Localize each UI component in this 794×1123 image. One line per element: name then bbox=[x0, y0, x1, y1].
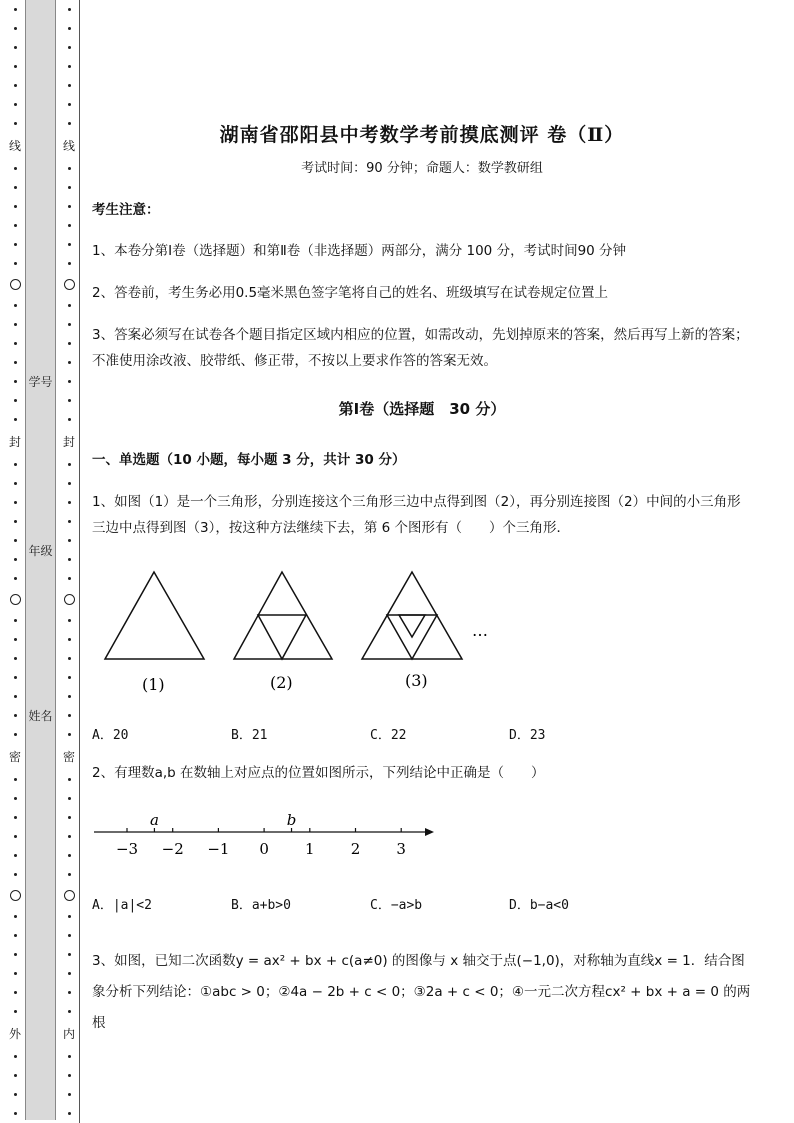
dot bbox=[68, 224, 71, 227]
margin-mark: 内 bbox=[62, 1027, 75, 1041]
dot bbox=[14, 399, 17, 402]
dot bbox=[68, 418, 71, 421]
notice-item: 3、答案必须写在试卷各个题目指定区域内相应的位置，如需改动，先划掉原来的答案，然后再写上新的答案；不准使用涂改液、胶带纸、修正带，不按以上要求作答的答案无效。 bbox=[92, 327, 749, 369]
dot bbox=[14, 243, 17, 246]
point-label: a bbox=[149, 811, 159, 829]
circle-icon bbox=[10, 594, 21, 605]
dot bbox=[68, 103, 71, 106]
dot bbox=[14, 65, 17, 68]
axis-tick-label: 3 bbox=[396, 840, 406, 858]
dot bbox=[68, 27, 71, 30]
circle-icon bbox=[64, 890, 75, 901]
dot bbox=[14, 657, 17, 660]
dot bbox=[14, 1093, 17, 1096]
dot bbox=[68, 733, 71, 736]
option-b[interactable]: B．21 bbox=[231, 728, 268, 743]
dot bbox=[14, 953, 17, 956]
circle-icon bbox=[10, 279, 21, 290]
dot bbox=[14, 991, 17, 994]
dot bbox=[68, 84, 71, 87]
dot bbox=[68, 539, 71, 542]
binding-strip bbox=[25, 0, 56, 1120]
binding-line bbox=[79, 0, 80, 1123]
dot bbox=[68, 243, 71, 246]
exam-title: 湖南省邵阳县中考数学考前摸底测评 卷（Ⅱ） bbox=[219, 124, 625, 146]
dot bbox=[14, 915, 17, 918]
dot bbox=[14, 361, 17, 364]
name-label: 姓名 bbox=[28, 709, 53, 723]
dot bbox=[68, 1074, 71, 1077]
dot bbox=[68, 638, 71, 641]
dot bbox=[68, 778, 71, 781]
triangle-figure-3 bbox=[362, 572, 462, 659]
dot bbox=[14, 380, 17, 383]
dot bbox=[68, 915, 71, 918]
dot bbox=[14, 676, 17, 679]
dot bbox=[14, 224, 17, 227]
dot bbox=[14, 27, 17, 30]
dot bbox=[68, 816, 71, 819]
dot bbox=[68, 972, 71, 975]
dot bbox=[68, 577, 71, 580]
dot bbox=[68, 65, 71, 68]
ellipsis: … bbox=[472, 621, 488, 640]
dot bbox=[68, 934, 71, 937]
option-d[interactable]: D．b−a<0 bbox=[509, 898, 569, 913]
notice-item: 2、答卷前，考生务必用0.5毫米黑色签字笔将自己的姓名、班级填写在试卷规定位置上 bbox=[92, 285, 609, 301]
dot bbox=[68, 380, 71, 383]
number-line bbox=[92, 808, 442, 858]
dot bbox=[68, 714, 71, 717]
option-c[interactable]: C．−a>b bbox=[370, 898, 423, 913]
dot bbox=[14, 695, 17, 698]
dot bbox=[68, 619, 71, 622]
dot bbox=[68, 991, 71, 994]
dot bbox=[14, 167, 17, 170]
dot bbox=[68, 520, 71, 523]
dot bbox=[14, 304, 17, 307]
dot bbox=[14, 797, 17, 800]
exam-subtitle: 考试时间：90 分钟；命题人：数学教研组 bbox=[301, 161, 543, 176]
dot bbox=[68, 1055, 71, 1058]
margin-mark: 封 bbox=[62, 435, 75, 449]
dot bbox=[68, 558, 71, 561]
dot bbox=[14, 8, 17, 11]
circle-icon bbox=[10, 890, 21, 901]
dot bbox=[68, 167, 71, 170]
option-d[interactable]: D．23 bbox=[509, 728, 546, 743]
part-heading: 一、单选题（10 小题，每小题 3 分，共计 30 分） bbox=[92, 452, 406, 468]
circle-icon bbox=[64, 594, 75, 605]
figure-label: (3) bbox=[405, 671, 428, 690]
option-a[interactable]: A．20 bbox=[92, 728, 129, 743]
axis-tick-label: 0 bbox=[259, 840, 269, 858]
dot bbox=[68, 399, 71, 402]
dot bbox=[14, 854, 17, 857]
axis-tick-label: −2 bbox=[161, 840, 184, 858]
figure-label: (1) bbox=[142, 675, 165, 694]
dot bbox=[14, 262, 17, 265]
dot bbox=[14, 84, 17, 87]
dot bbox=[68, 797, 71, 800]
dot bbox=[68, 205, 71, 208]
dot bbox=[14, 539, 17, 542]
dot bbox=[14, 1112, 17, 1115]
dot bbox=[14, 1074, 17, 1077]
figure-label: (2) bbox=[270, 673, 293, 692]
dot bbox=[68, 1093, 71, 1096]
dot bbox=[68, 501, 71, 504]
dot bbox=[68, 8, 71, 11]
dot bbox=[14, 873, 17, 876]
dot bbox=[14, 934, 17, 937]
binding-margin-right bbox=[62, 0, 76, 1123]
student-id-label: 学号 bbox=[28, 375, 53, 389]
question-2-text: 2、有理数a,b 在数轴上对应点的位置如图所示，下列结论中正确是（ ） bbox=[92, 765, 545, 781]
dot bbox=[68, 854, 71, 857]
dot bbox=[68, 342, 71, 345]
notice-item: 1、本卷分第Ⅰ卷（选择题）和第Ⅱ卷（非选择题）两部分，满分 100 分，考试时间90 分钟 bbox=[92, 243, 627, 259]
dot bbox=[14, 46, 17, 49]
dot bbox=[14, 638, 17, 641]
circle-icon bbox=[64, 279, 75, 290]
dot bbox=[68, 304, 71, 307]
margin-mark: 外 bbox=[8, 1027, 21, 1041]
dot bbox=[68, 186, 71, 189]
dot bbox=[68, 953, 71, 956]
dot bbox=[68, 873, 71, 876]
margin-mark: 封 bbox=[8, 435, 21, 449]
binding-margin-left bbox=[8, 0, 22, 1123]
dot bbox=[14, 558, 17, 561]
grade-label: 年级 bbox=[28, 544, 53, 558]
section-title: 第Ⅰ卷（选择题 30 分） bbox=[338, 400, 506, 418]
dot bbox=[68, 1112, 71, 1115]
dot bbox=[68, 676, 71, 679]
dot bbox=[14, 1010, 17, 1013]
option-a[interactable]: A．|a|<2 bbox=[92, 898, 152, 913]
dot bbox=[14, 482, 17, 485]
margin-mark: 密 bbox=[8, 750, 21, 764]
dot bbox=[14, 205, 17, 208]
dot bbox=[68, 657, 71, 660]
dot bbox=[14, 463, 17, 466]
dot bbox=[14, 778, 17, 781]
option-c[interactable]: C．22 bbox=[370, 728, 407, 743]
dot bbox=[14, 418, 17, 421]
dot bbox=[14, 323, 17, 326]
margin-mark: 线 bbox=[62, 139, 75, 153]
dot bbox=[68, 695, 71, 698]
dot bbox=[14, 501, 17, 504]
option-b[interactable]: B．a+b>0 bbox=[231, 898, 291, 913]
question-2-options bbox=[92, 894, 652, 913]
dot bbox=[68, 835, 71, 838]
dot bbox=[68, 46, 71, 49]
dot bbox=[14, 733, 17, 736]
dot bbox=[68, 463, 71, 466]
question-1-options bbox=[92, 724, 652, 743]
question-1-text: 1、如图（1）是一个三角形，分别连接这个三角形三边中点得到图（2），再分别连接图（2）中间的小三角形三边中点得到图（3），按这种方法继续下去，第 6 个图形有（ ）个三角形． bbox=[92, 494, 741, 536]
dot bbox=[14, 816, 17, 819]
margin-mark: 密 bbox=[62, 750, 75, 764]
dot bbox=[14, 714, 17, 717]
dot bbox=[68, 262, 71, 265]
axis-arrow bbox=[425, 828, 434, 836]
notice-heading: 考生注意： bbox=[92, 202, 160, 218]
dot bbox=[14, 577, 17, 580]
dot bbox=[14, 103, 17, 106]
dot bbox=[68, 1010, 71, 1013]
margin-mark: 线 bbox=[8, 139, 21, 153]
axis-tick-label: 1 bbox=[305, 840, 315, 858]
axis-tick-label: 2 bbox=[350, 840, 361, 858]
dot bbox=[14, 1055, 17, 1058]
axis-tick-label: −1 bbox=[207, 840, 230, 858]
dot bbox=[68, 122, 71, 125]
dot bbox=[14, 619, 17, 622]
axis-tick-label: −3 bbox=[115, 840, 139, 858]
dot bbox=[68, 482, 71, 485]
dot bbox=[68, 323, 71, 326]
question-1-figure bbox=[92, 565, 512, 700]
triangle-figure-2 bbox=[234, 572, 332, 659]
dot bbox=[14, 342, 17, 345]
dot bbox=[14, 835, 17, 838]
point-label: b bbox=[286, 811, 297, 829]
question-3-text: 3、如图，已知二次函数y = ax² + bx + c(a≠0) 的图像与 x 轴交于点(−1,0)，对称轴为直线x = 1．结合图象分析下列结论：①abc > 0；②4a − 2b + c < 0；③2a + c < 0；④一元二次方程cx² + bx + a = 0 的两根 bbox=[92, 953, 751, 1031]
dot bbox=[14, 520, 17, 523]
dot bbox=[14, 122, 17, 125]
dot bbox=[14, 186, 17, 189]
triangle-figure-1 bbox=[105, 572, 204, 659]
dot bbox=[68, 361, 71, 364]
dot bbox=[14, 972, 17, 975]
